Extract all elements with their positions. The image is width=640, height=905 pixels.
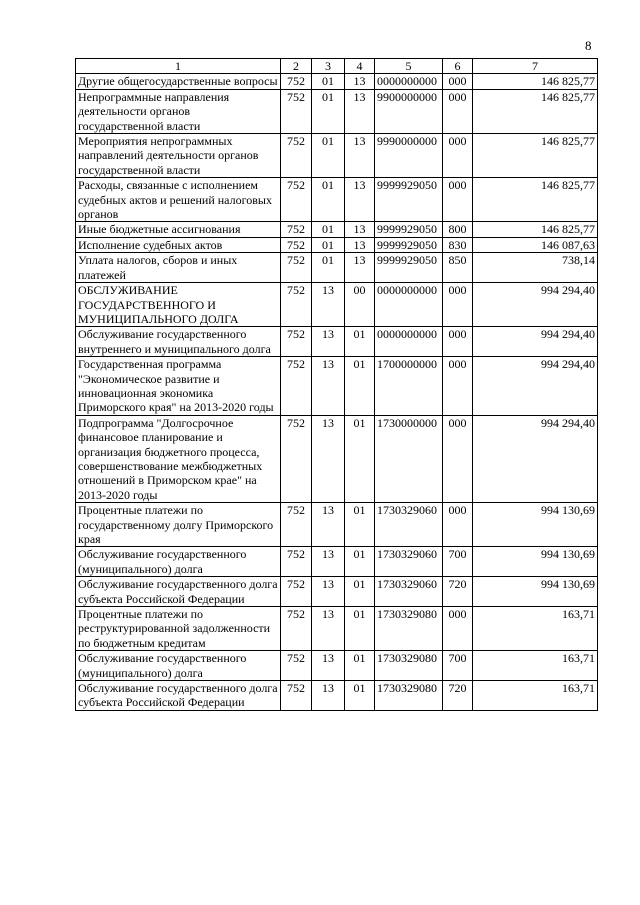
row-subsection: 01	[345, 681, 375, 711]
row-target-code: 0000000000	[375, 327, 443, 357]
row-name: Непрограммные направления деятельности органов государственной власти	[76, 89, 281, 133]
row-grbs: 752	[281, 415, 312, 502]
row-section: 13	[312, 327, 345, 357]
row-grbs: 752	[281, 547, 312, 577]
row-amount: 994 294,40	[473, 415, 598, 502]
row-name: Обслуживание государственного (муниципального) долга	[76, 547, 281, 577]
row-section: 01	[312, 89, 345, 133]
row-grbs: 752	[281, 253, 312, 283]
row-target-code: 9999929050	[375, 237, 443, 252]
row-name: Другие общегосударственные вопросы	[76, 74, 281, 89]
table-row	[76, 651, 598, 681]
table-row	[76, 547, 598, 577]
row-grbs: 752	[281, 577, 312, 607]
row-expense-type: 000	[443, 74, 473, 89]
row-section: 13	[312, 577, 345, 607]
row-name: Государственная программа "Экономическое развитие и инновационная экономика Приморского края" на 2013-2020 годы	[76, 357, 281, 416]
row-expense-type: 000	[443, 178, 473, 222]
row-target-code: 9999929050	[375, 253, 443, 283]
row-amount: 146 825,77	[473, 134, 598, 178]
table-row	[76, 283, 598, 327]
row-grbs: 752	[281, 222, 312, 237]
table-row	[76, 253, 598, 283]
row-amount: 146 825,77	[473, 178, 598, 222]
row-subsection: 13	[345, 89, 375, 133]
row-expense-type: 000	[443, 327, 473, 357]
table-row	[76, 357, 598, 416]
row-expense-type: 000	[443, 357, 473, 416]
table-row	[76, 237, 598, 252]
row-subsection: 01	[345, 503, 375, 547]
row-target-code: 1730000000	[375, 415, 443, 502]
row-grbs: 752	[281, 327, 312, 357]
row-amount: 163,71	[473, 681, 598, 711]
row-section: 01	[312, 134, 345, 178]
row-name: Исполнение судебных актов	[76, 237, 281, 252]
row-subsection: 01	[345, 415, 375, 502]
row-subsection: 01	[345, 547, 375, 577]
row-amount: 146 087,63	[473, 237, 598, 252]
row-name: Процентные платежи по реструктурированной задолженности по бюджетным кредитам	[76, 607, 281, 651]
row-amount: 163,71	[473, 651, 598, 681]
row-expense-type: 000	[443, 89, 473, 133]
table-row	[76, 681, 598, 711]
row-amount: 994 130,69	[473, 577, 598, 607]
page-number: 8	[585, 38, 592, 53]
row-name: Иные бюджетные ассигнования	[76, 222, 281, 237]
budget-table	[75, 58, 598, 711]
row-target-code: 1730329060	[375, 547, 443, 577]
row-section: 13	[312, 357, 345, 416]
column-header: 4	[345, 59, 375, 74]
column-header: 7	[473, 59, 598, 74]
column-header: 1	[76, 59, 281, 74]
row-subsection: 13	[345, 178, 375, 222]
row-section: 13	[312, 607, 345, 651]
row-name: ОБСЛУЖИВАНИЕ ГОСУДАРСТВЕННОГО И МУНИЦИПАЛЬНОГО ДОЛГА	[76, 283, 281, 327]
row-expense-type: 850	[443, 253, 473, 283]
row-target-code: 1730329080	[375, 681, 443, 711]
row-amount: 163,71	[473, 607, 598, 651]
column-number-row	[76, 59, 598, 74]
column-header: 5	[375, 59, 443, 74]
row-section: 13	[312, 547, 345, 577]
row-target-code: 9900000000	[375, 89, 443, 133]
row-subsection: 13	[345, 237, 375, 252]
row-section: 01	[312, 178, 345, 222]
row-name: Обслуживание государственного (муниципального) долга	[76, 651, 281, 681]
row-grbs: 752	[281, 89, 312, 133]
row-name: Обслуживание государственного долга субъекта Российской Федерации	[76, 577, 281, 607]
row-amount: 146 825,77	[473, 74, 598, 89]
row-amount: 994 294,40	[473, 327, 598, 357]
row-section: 01	[312, 237, 345, 252]
table-row	[76, 74, 598, 89]
row-target-code: 9999929050	[375, 222, 443, 237]
row-name: Уплата налогов, сборов и иных платежей	[76, 253, 281, 283]
table-row	[76, 89, 598, 133]
row-name: Процентные платежи по государственному долгу Приморского края	[76, 503, 281, 547]
row-expense-type: 000	[443, 283, 473, 327]
row-amount: 738,14	[473, 253, 598, 283]
row-subsection: 00	[345, 283, 375, 327]
row-target-code: 9990000000	[375, 134, 443, 178]
column-header: 2	[281, 59, 312, 74]
row-expense-type: 830	[443, 237, 473, 252]
row-expense-type: 720	[443, 577, 473, 607]
row-amount: 146 825,77	[473, 89, 598, 133]
row-target-code: 1730329060	[375, 503, 443, 547]
row-amount: 994 294,40	[473, 357, 598, 416]
row-grbs: 752	[281, 74, 312, 89]
row-expense-type: 000	[443, 415, 473, 502]
table-row	[76, 503, 598, 547]
row-section: 13	[312, 651, 345, 681]
row-name: Подпрограмма "Долгосрочное финансовое планирование и организация бюджетного процесса, совершенствование межбюджетных отношений в Приморском крае" на 2013-2020 годы	[76, 415, 281, 502]
row-amount: 146 825,77	[473, 222, 598, 237]
row-grbs: 752	[281, 681, 312, 711]
row-expense-type: 700	[443, 651, 473, 681]
row-grbs: 752	[281, 503, 312, 547]
row-subsection: 13	[345, 134, 375, 178]
row-section: 01	[312, 253, 345, 283]
row-target-code: 1730329060	[375, 577, 443, 607]
row-section: 13	[312, 415, 345, 502]
row-target-code: 0000000000	[375, 74, 443, 89]
table-row	[76, 577, 598, 607]
row-amount: 994 130,69	[473, 547, 598, 577]
row-section: 13	[312, 283, 345, 327]
row-expense-type: 000	[443, 503, 473, 547]
row-subsection: 13	[345, 74, 375, 89]
row-subsection: 13	[345, 253, 375, 283]
row-expense-type: 700	[443, 547, 473, 577]
row-expense-type: 800	[443, 222, 473, 237]
table-body	[76, 74, 598, 710]
row-target-code: 1730329080	[375, 607, 443, 651]
row-target-code: 0000000000	[375, 283, 443, 327]
row-name: Мероприятия непрограммных направлений деятельности органов государственной власти	[76, 134, 281, 178]
row-grbs: 752	[281, 237, 312, 252]
row-section: 01	[312, 222, 345, 237]
row-target-code: 1700000000	[375, 357, 443, 416]
row-section: 13	[312, 503, 345, 547]
row-target-code: 1730329080	[375, 651, 443, 681]
row-subsection: 01	[345, 651, 375, 681]
table-row	[76, 222, 598, 237]
row-amount: 994 130,69	[473, 503, 598, 547]
row-expense-type: 000	[443, 134, 473, 178]
row-expense-type: 000	[443, 607, 473, 651]
row-expense-type: 720	[443, 681, 473, 711]
column-header: 3	[312, 59, 345, 74]
row-name: Расходы, связанные с исполнением судебных актов и решений налоговых органов	[76, 178, 281, 222]
table-row	[76, 178, 598, 222]
row-grbs: 752	[281, 283, 312, 327]
row-target-code: 9999929050	[375, 178, 443, 222]
row-subsection: 13	[345, 222, 375, 237]
row-section: 13	[312, 681, 345, 711]
row-grbs: 752	[281, 357, 312, 416]
row-name: Обслуживание государственного долга субъекта Российской Федерации	[76, 681, 281, 711]
row-grbs: 752	[281, 178, 312, 222]
row-section: 01	[312, 74, 345, 89]
row-grbs: 752	[281, 651, 312, 681]
table-row	[76, 607, 598, 651]
row-grbs: 752	[281, 134, 312, 178]
row-subsection: 01	[345, 327, 375, 357]
row-subsection: 01	[345, 577, 375, 607]
row-subsection: 01	[345, 357, 375, 416]
row-name: Обслуживание государственного внутреннего и муниципального долга	[76, 327, 281, 357]
row-grbs: 752	[281, 607, 312, 651]
column-header: 6	[443, 59, 473, 74]
table-row	[76, 415, 598, 502]
row-amount: 994 294,40	[473, 283, 598, 327]
row-subsection: 01	[345, 607, 375, 651]
table-row	[76, 327, 598, 357]
table-row	[76, 134, 598, 178]
